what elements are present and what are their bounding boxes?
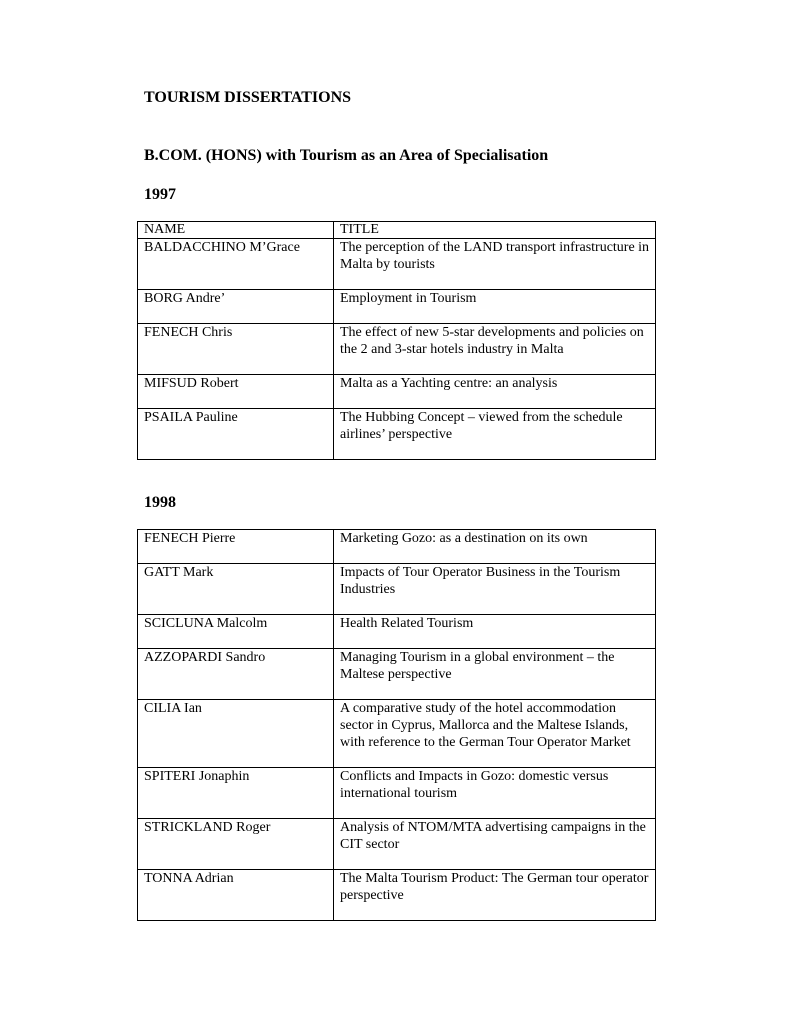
- year-heading-1998: 1998: [144, 494, 176, 511]
- student-name: CILIA Ian: [138, 700, 334, 768]
- dissertation-title: Marketing Gozo: as a destination on its own: [334, 530, 656, 564]
- page-title: TOURISM DISSERTATIONS: [144, 89, 352, 106]
- student-name: BALDACCHINO M’Grace: [138, 239, 334, 290]
- table-header-row: [138, 222, 656, 239]
- dissertation-title: The perception of the LAND transport infrastructure in Malta by tourists: [334, 239, 656, 290]
- table-row: [138, 239, 656, 290]
- table-row: [138, 768, 656, 819]
- table-row: [138, 530, 656, 564]
- dissertation-title: Malta as a Yachting centre: an analysis: [334, 375, 656, 409]
- student-name: SCICLUNA Malcolm: [138, 615, 334, 649]
- table-row: [138, 564, 656, 615]
- student-name: FENECH Pierre: [138, 530, 334, 564]
- table-row: [138, 870, 656, 921]
- student-name: AZZOPARDI Sandro: [138, 649, 334, 700]
- year-heading-1997: 1997: [144, 186, 176, 203]
- table-row: [138, 375, 656, 409]
- dissertation-title: Conflicts and Impacts in Gozo: domestic versus international tourism: [334, 768, 656, 819]
- student-name: BORG Andre’: [138, 290, 334, 324]
- dissertations-table-1998: [137, 529, 656, 921]
- student-name: STRICKLAND Roger: [138, 819, 334, 870]
- dissertations-table-1997: [137, 221, 656, 460]
- column-header-name: NAME: [138, 222, 334, 239]
- dissertation-title: The Hubbing Concept – viewed from the schedule airlines’ perspective: [334, 409, 656, 460]
- student-name: PSAILA Pauline: [138, 409, 334, 460]
- table-row: [138, 615, 656, 649]
- page-subtitle: B.COM. (HONS) with Tourism as an Area of Specialisation: [144, 147, 549, 164]
- dissertation-title: A comparative study of the hotel accommodation sector in Cyprus, Mallorca and the Maltese Islands, with reference to the German Tour Operator Market: [334, 700, 656, 768]
- table-row: [138, 409, 656, 460]
- dissertation-title: Impacts of Tour Operator Business in the Tourism Industries: [334, 564, 656, 615]
- table-row: [138, 290, 656, 324]
- dissertation-title: The Malta Tourism Product: The German tour operator perspective: [334, 870, 656, 921]
- student-name: GATT Mark: [138, 564, 334, 615]
- dissertation-title: Analysis of NTOM/MTA advertising campaigns in the CIT sector: [334, 819, 656, 870]
- table-row: [138, 700, 656, 768]
- student-name: MIFSUD Robert: [138, 375, 334, 409]
- column-header-title: TITLE: [334, 222, 656, 239]
- student-name: TONNA Adrian: [138, 870, 334, 921]
- table-row: [138, 649, 656, 700]
- dissertation-title: Health Related Tourism: [334, 615, 656, 649]
- dissertation-title: Managing Tourism in a global environment – the Maltese perspective: [334, 649, 656, 700]
- table-row: [138, 324, 656, 375]
- table-row: [138, 819, 656, 870]
- dissertation-title: Employment in Tourism: [334, 290, 656, 324]
- student-name: SPITERI Jonaphin: [138, 768, 334, 819]
- dissertation-title: The effect of new 5-star developments and policies on the 2 and 3-star hotels industry in Malta: [334, 324, 656, 375]
- student-name: FENECH Chris: [138, 324, 334, 375]
